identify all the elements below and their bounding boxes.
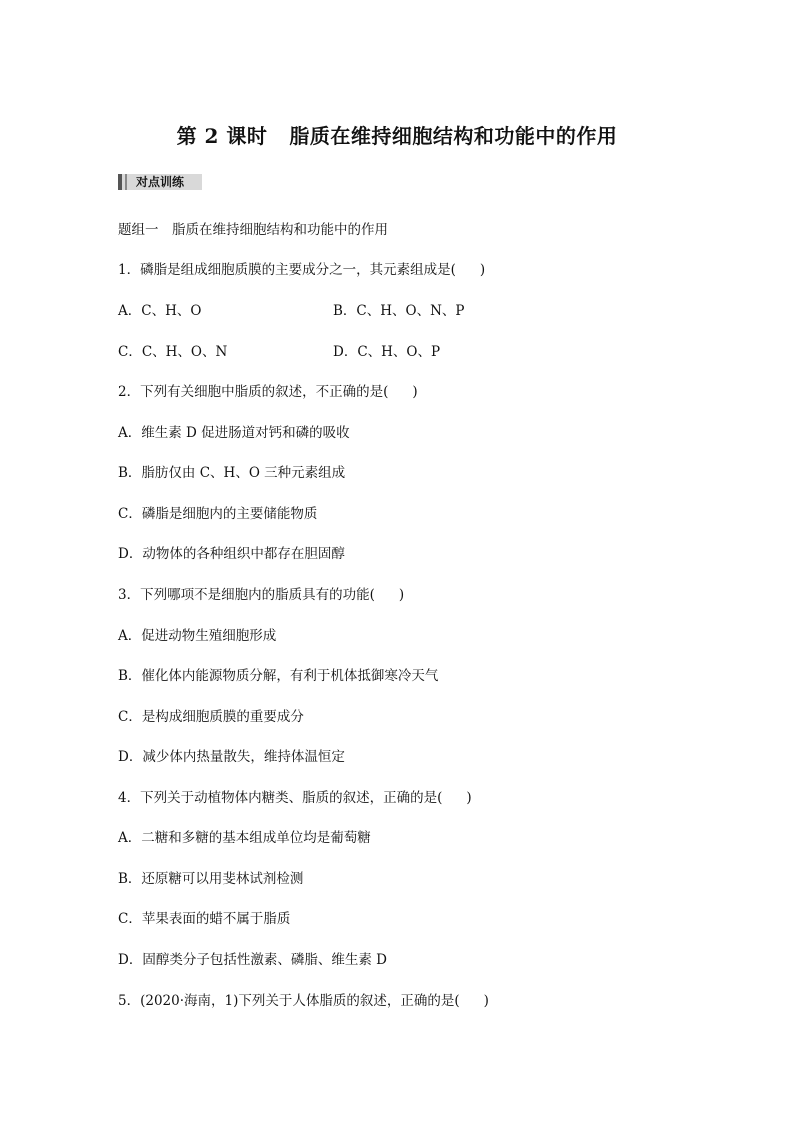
question-3-option-a: A．促进动物生殖细胞形成	[118, 628, 277, 644]
section-banner: 对点训练	[118, 174, 202, 190]
question-4-option-d: D．固醇类分子包括性激素、磷脂、维生素 D	[118, 952, 387, 968]
question-3-option-c: C．是构成细胞质膜的重要成分	[118, 709, 304, 725]
group-heading: 题组一 脂质在维持细胞结构和功能中的作用	[118, 222, 388, 238]
question-2-option-b: B．脂肪仅由 C、H、O 三种元素组成	[118, 465, 346, 481]
question-2-option-a: A．维生素 D 促进肠道对钙和磷的吸收	[118, 425, 350, 441]
page-title	[0, 120, 794, 149]
question-3-option-d: D．减少体内热量散失，维持体温恒定	[118, 749, 345, 765]
question-1-option-d: D．C、H、O、P	[333, 344, 441, 360]
question-4-option-a: A．二糖和多糖的基本组成单位均是葡萄糖	[118, 830, 371, 846]
question-2-stem: 2．下列有关细胞中脂质的叙述，不正确的是( )	[118, 384, 418, 400]
question-1-option-c: C．C、H、O、N	[118, 344, 228, 360]
question-3-stem: 3．下列哪项不是细胞内的脂质具有的功能( )	[118, 587, 405, 603]
question-3-option-b: B．催化体内能源物质分解，有利于机体抵御寒冷天气	[118, 668, 439, 684]
title-topic: 脂质在维持细胞结构和功能中的作用	[289, 124, 618, 148]
question-4-stem: 4．下列关于动植物体内糖类、脂质的叙述，正确的是( )	[118, 790, 472, 806]
question-1-option-b: B．C、H、O、N、P	[333, 303, 465, 319]
question-1-option-a: A．C、H、O	[118, 303, 202, 319]
question-2-option-c: C．磷脂是细胞内的主要储能物质	[118, 506, 318, 522]
question-1-stem: 1．磷脂是组成细胞质膜的主要成分之一，其元素组成是( )	[118, 262, 486, 278]
question-4-option-b: B．还原糖可以用斐林试剂检测	[118, 871, 304, 887]
title-lesson: 第 2 课时	[176, 124, 268, 148]
question-5-stem: 5．(2020·海南，1)下列关于人体脂质的叙述，正确的是( )	[118, 993, 489, 1009]
question-4-option-c: C．苹果表面的蜡不属于脂质	[118, 911, 291, 927]
question-2-option-d: D．动物体的各种组织中都存在胆固醇	[118, 546, 345, 562]
